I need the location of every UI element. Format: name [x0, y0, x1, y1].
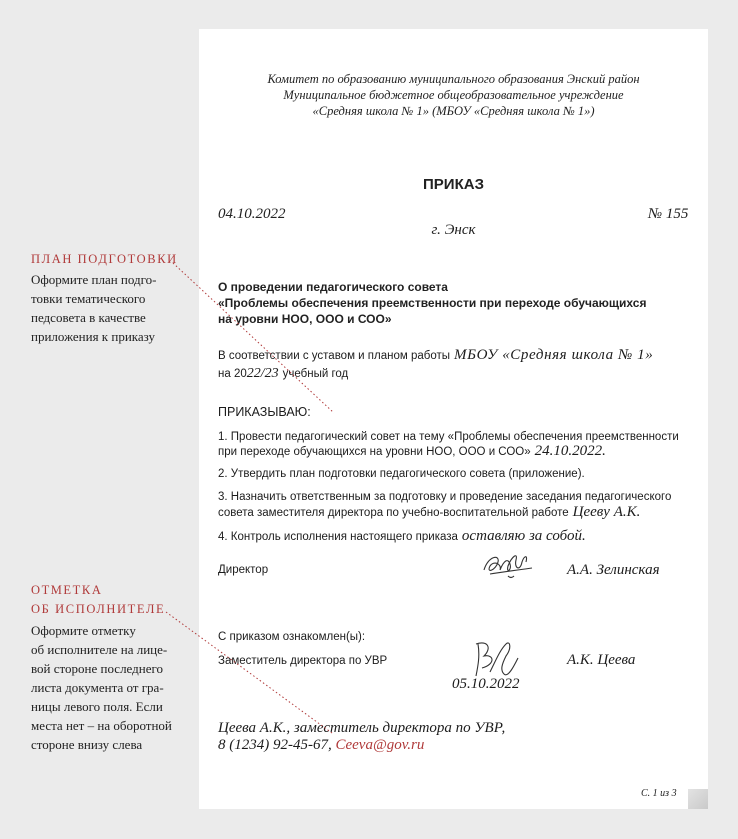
- note2-heading-2: ОБ ИСПОЛНИТЕЛЕ: [31, 602, 166, 616]
- preamble-year-suffix: учебный год: [282, 368, 349, 380]
- note1-line: педсовета в качестве: [31, 310, 146, 325]
- header-committee: Комитет по образованию муниципального образования Энский район: [267, 72, 640, 86]
- item-3-text: совета заместителя директора по учебно-воспитательной работе: [218, 507, 569, 519]
- doc-date: 04.10.2022: [218, 206, 286, 222]
- preamble-year-prefix: на 20: [218, 368, 247, 380]
- item-1-line-1: 1. Провести педагогический совет на тему «Проблемы обеспечения преемственности: [218, 431, 679, 443]
- note1-line: товки тематического: [31, 291, 146, 306]
- header-school: «Средняя школа № 1» (МБОУ «Средняя школа № 1»): [312, 104, 595, 118]
- leader-line-plan: [173, 263, 334, 413]
- director-position: Директор: [218, 564, 269, 576]
- subject-line-1: О проведении педагогического совета: [218, 280, 448, 294]
- note2-line: вой стороне последнего: [31, 661, 163, 676]
- executor-line-1: Цеева А.К., заместитель директора по УВР,: [218, 720, 506, 736]
- item-3-line-1: 3. Назначить ответственным за подготовку и проведение заседания педагогического: [218, 491, 672, 503]
- item-2: 2. Утвердить план подготовки педагогического совета (приложение).: [218, 468, 585, 480]
- item-3-name-hand: Цееву А.К.: [572, 504, 641, 520]
- doc-number: № 155: [648, 206, 689, 222]
- item-4-hand: оставляю за собой.: [461, 528, 586, 544]
- header-institution: Муниципальное бюджетное общеобразовательное учреждение: [283, 88, 624, 102]
- executor-email: Ceeva@gov.ru: [335, 737, 425, 753]
- note1-line: приложения к приказу: [31, 329, 156, 344]
- item-1-date-hand: 24.10.2022.: [534, 443, 606, 459]
- note1-heading: ПЛАН ПОДГОТОВКИ: [31, 252, 178, 266]
- acquaint-heading: С приказом ознакомлен(ы):: [218, 631, 366, 643]
- director-name: А.А. Зелинская: [567, 562, 660, 578]
- page-label: С. 1 из 3: [641, 788, 677, 799]
- item-4-text: 4. Контроль исполнения настоящего приказа: [218, 531, 458, 543]
- leader-line-executor: [166, 612, 332, 733]
- preamble-year-hand: 22/23: [246, 366, 279, 381]
- preamble-school-hand: МБОУ «Средняя школа № 1»: [454, 347, 654, 363]
- acquaint-name: А.К. Цеева: [567, 652, 636, 668]
- subject-line-3: на уровни НОО, ООО и СОО»: [218, 312, 392, 326]
- doc-title: ПРИКАЗ: [423, 176, 484, 193]
- item-1-text: при переходе обучающихся на уровни НОО, ООО и СОО»: [218, 446, 531, 458]
- note2-line: листа документа от гра-: [31, 680, 164, 695]
- preamble-prefix: В соответствии с уставом и планом работы: [218, 350, 451, 362]
- subject-line-2: «Проблемы обеспечения преемственности при переходе обучающихся: [218, 296, 647, 310]
- note2-line: места нет – на оборотной: [31, 718, 172, 733]
- note1-line: Оформите план подго-: [31, 272, 157, 287]
- note2-line: Оформите отметку: [31, 623, 136, 638]
- doc-city: г. Энск: [431, 222, 476, 238]
- acquaint-date-hand: 05.10.2022: [452, 676, 520, 692]
- executor-phone: 8 (1234) 92-45-67,: [218, 737, 332, 753]
- note2-line: стороне внизу слева: [31, 737, 143, 752]
- acquaint-position: Заместитель директора по УВР: [218, 655, 388, 667]
- note2-heading-1: ОТМЕТКА: [31, 583, 103, 597]
- note2-line: ницы левого поля. Если: [31, 699, 163, 714]
- note2-line: об исполнителе на лице-: [31, 642, 168, 657]
- order-word: ПРИКАЗЫВАЮ:: [218, 405, 311, 419]
